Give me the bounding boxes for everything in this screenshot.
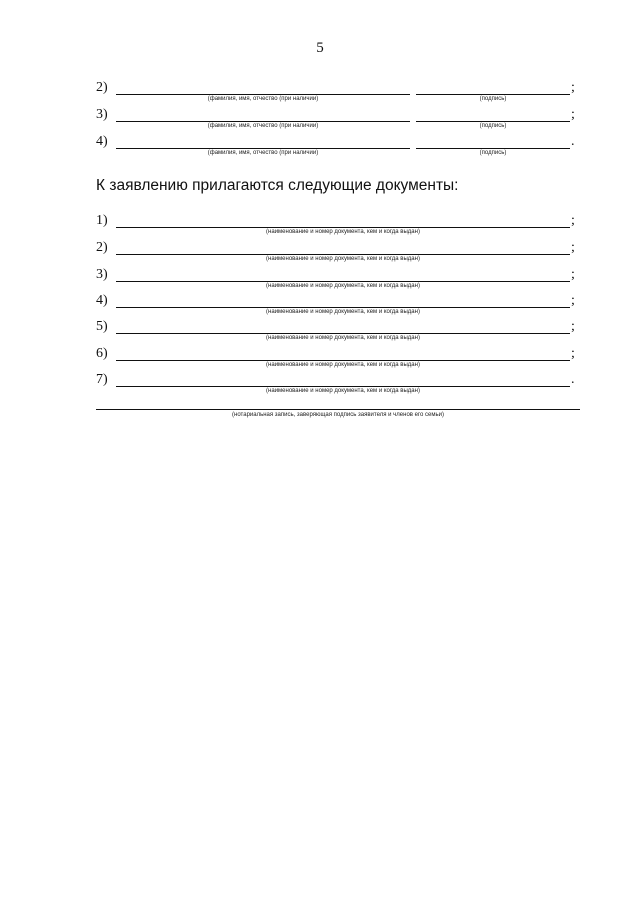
signature-field-line[interactable] — [416, 148, 570, 149]
document-field-line[interactable] — [116, 254, 570, 255]
row-terminator: . — [571, 134, 575, 149]
row-number: 2) — [96, 80, 108, 95]
row-terminator: ; — [571, 107, 575, 122]
notary-field-line[interactable] — [96, 409, 580, 410]
row-number: 4) — [96, 293, 108, 308]
signature-field-line[interactable] — [416, 94, 570, 95]
signature-caption: (подпись) — [479, 150, 507, 156]
row-terminator: ; — [571, 293, 575, 308]
document-row — [96, 267, 580, 293]
document-field-line[interactable] — [116, 333, 570, 334]
signature-row — [96, 107, 580, 133]
document-field-line[interactable] — [116, 281, 570, 282]
document-row — [96, 346, 580, 372]
row-terminator: ; — [571, 319, 575, 334]
row-number: 7) — [96, 372, 108, 387]
document-caption: (наименование и номер документа, кем и когда выдан) — [266, 388, 420, 394]
page-number: 5 — [316, 40, 324, 56]
name-caption: (фамилия, имя, отчество (при наличии) — [207, 150, 319, 156]
row-terminator: ; — [571, 80, 575, 95]
document-caption: (наименование и номер документа, кем и когда выдан) — [266, 283, 420, 289]
document-row — [96, 293, 580, 319]
signature-field-line[interactable] — [416, 121, 570, 122]
document-caption: (наименование и номер документа, кем и когда выдан) — [266, 335, 420, 341]
row-terminator: ; — [571, 240, 575, 255]
document-row — [96, 372, 580, 398]
row-terminator: ; — [571, 267, 575, 282]
name-field-line[interactable] — [116, 148, 410, 149]
document-row — [96, 319, 580, 345]
row-terminator: . — [571, 372, 575, 387]
document-caption: (наименование и номер документа, кем и когда выдан) — [266, 362, 420, 368]
document-field-line[interactable] — [116, 227, 570, 228]
signature-row — [96, 134, 580, 160]
row-number: 5) — [96, 319, 108, 334]
name-field-line[interactable] — [116, 94, 410, 95]
document-field-line[interactable] — [116, 360, 570, 361]
row-number: 1) — [96, 213, 108, 228]
attachments-heading: К заявлению прилагаются следующие документы: — [96, 177, 459, 194]
document-caption: (наименование и номер документа, кем и когда выдан) — [266, 229, 420, 235]
document-row — [96, 240, 580, 266]
document-caption: (наименование и номер документа, кем и когда выдан) — [266, 256, 420, 262]
name-caption: (фамилия, имя, отчество (при наличии) — [207, 96, 319, 102]
document-row — [96, 213, 580, 239]
row-number: 4) — [96, 134, 108, 149]
row-number: 3) — [96, 107, 108, 122]
name-field-line[interactable] — [116, 121, 410, 122]
document-caption: (наименование и номер документа, кем и когда выдан) — [266, 309, 420, 315]
row-terminator: ; — [571, 346, 575, 361]
signature-caption: (подпись) — [479, 96, 507, 102]
signature-caption: (подпись) — [479, 123, 507, 129]
notary-caption: (нотариальная запись, заверяющая подпись заявителя и членов его семьи) — [232, 412, 444, 418]
signature-row — [96, 80, 580, 106]
row-number: 3) — [96, 267, 108, 282]
name-caption: (фамилия, имя, отчество (при наличии) — [207, 123, 319, 129]
row-terminator: ; — [571, 213, 575, 228]
document-field-line[interactable] — [116, 386, 570, 387]
document-field-line[interactable] — [116, 307, 570, 308]
row-number: 2) — [96, 240, 108, 255]
row-number: 6) — [96, 346, 108, 361]
